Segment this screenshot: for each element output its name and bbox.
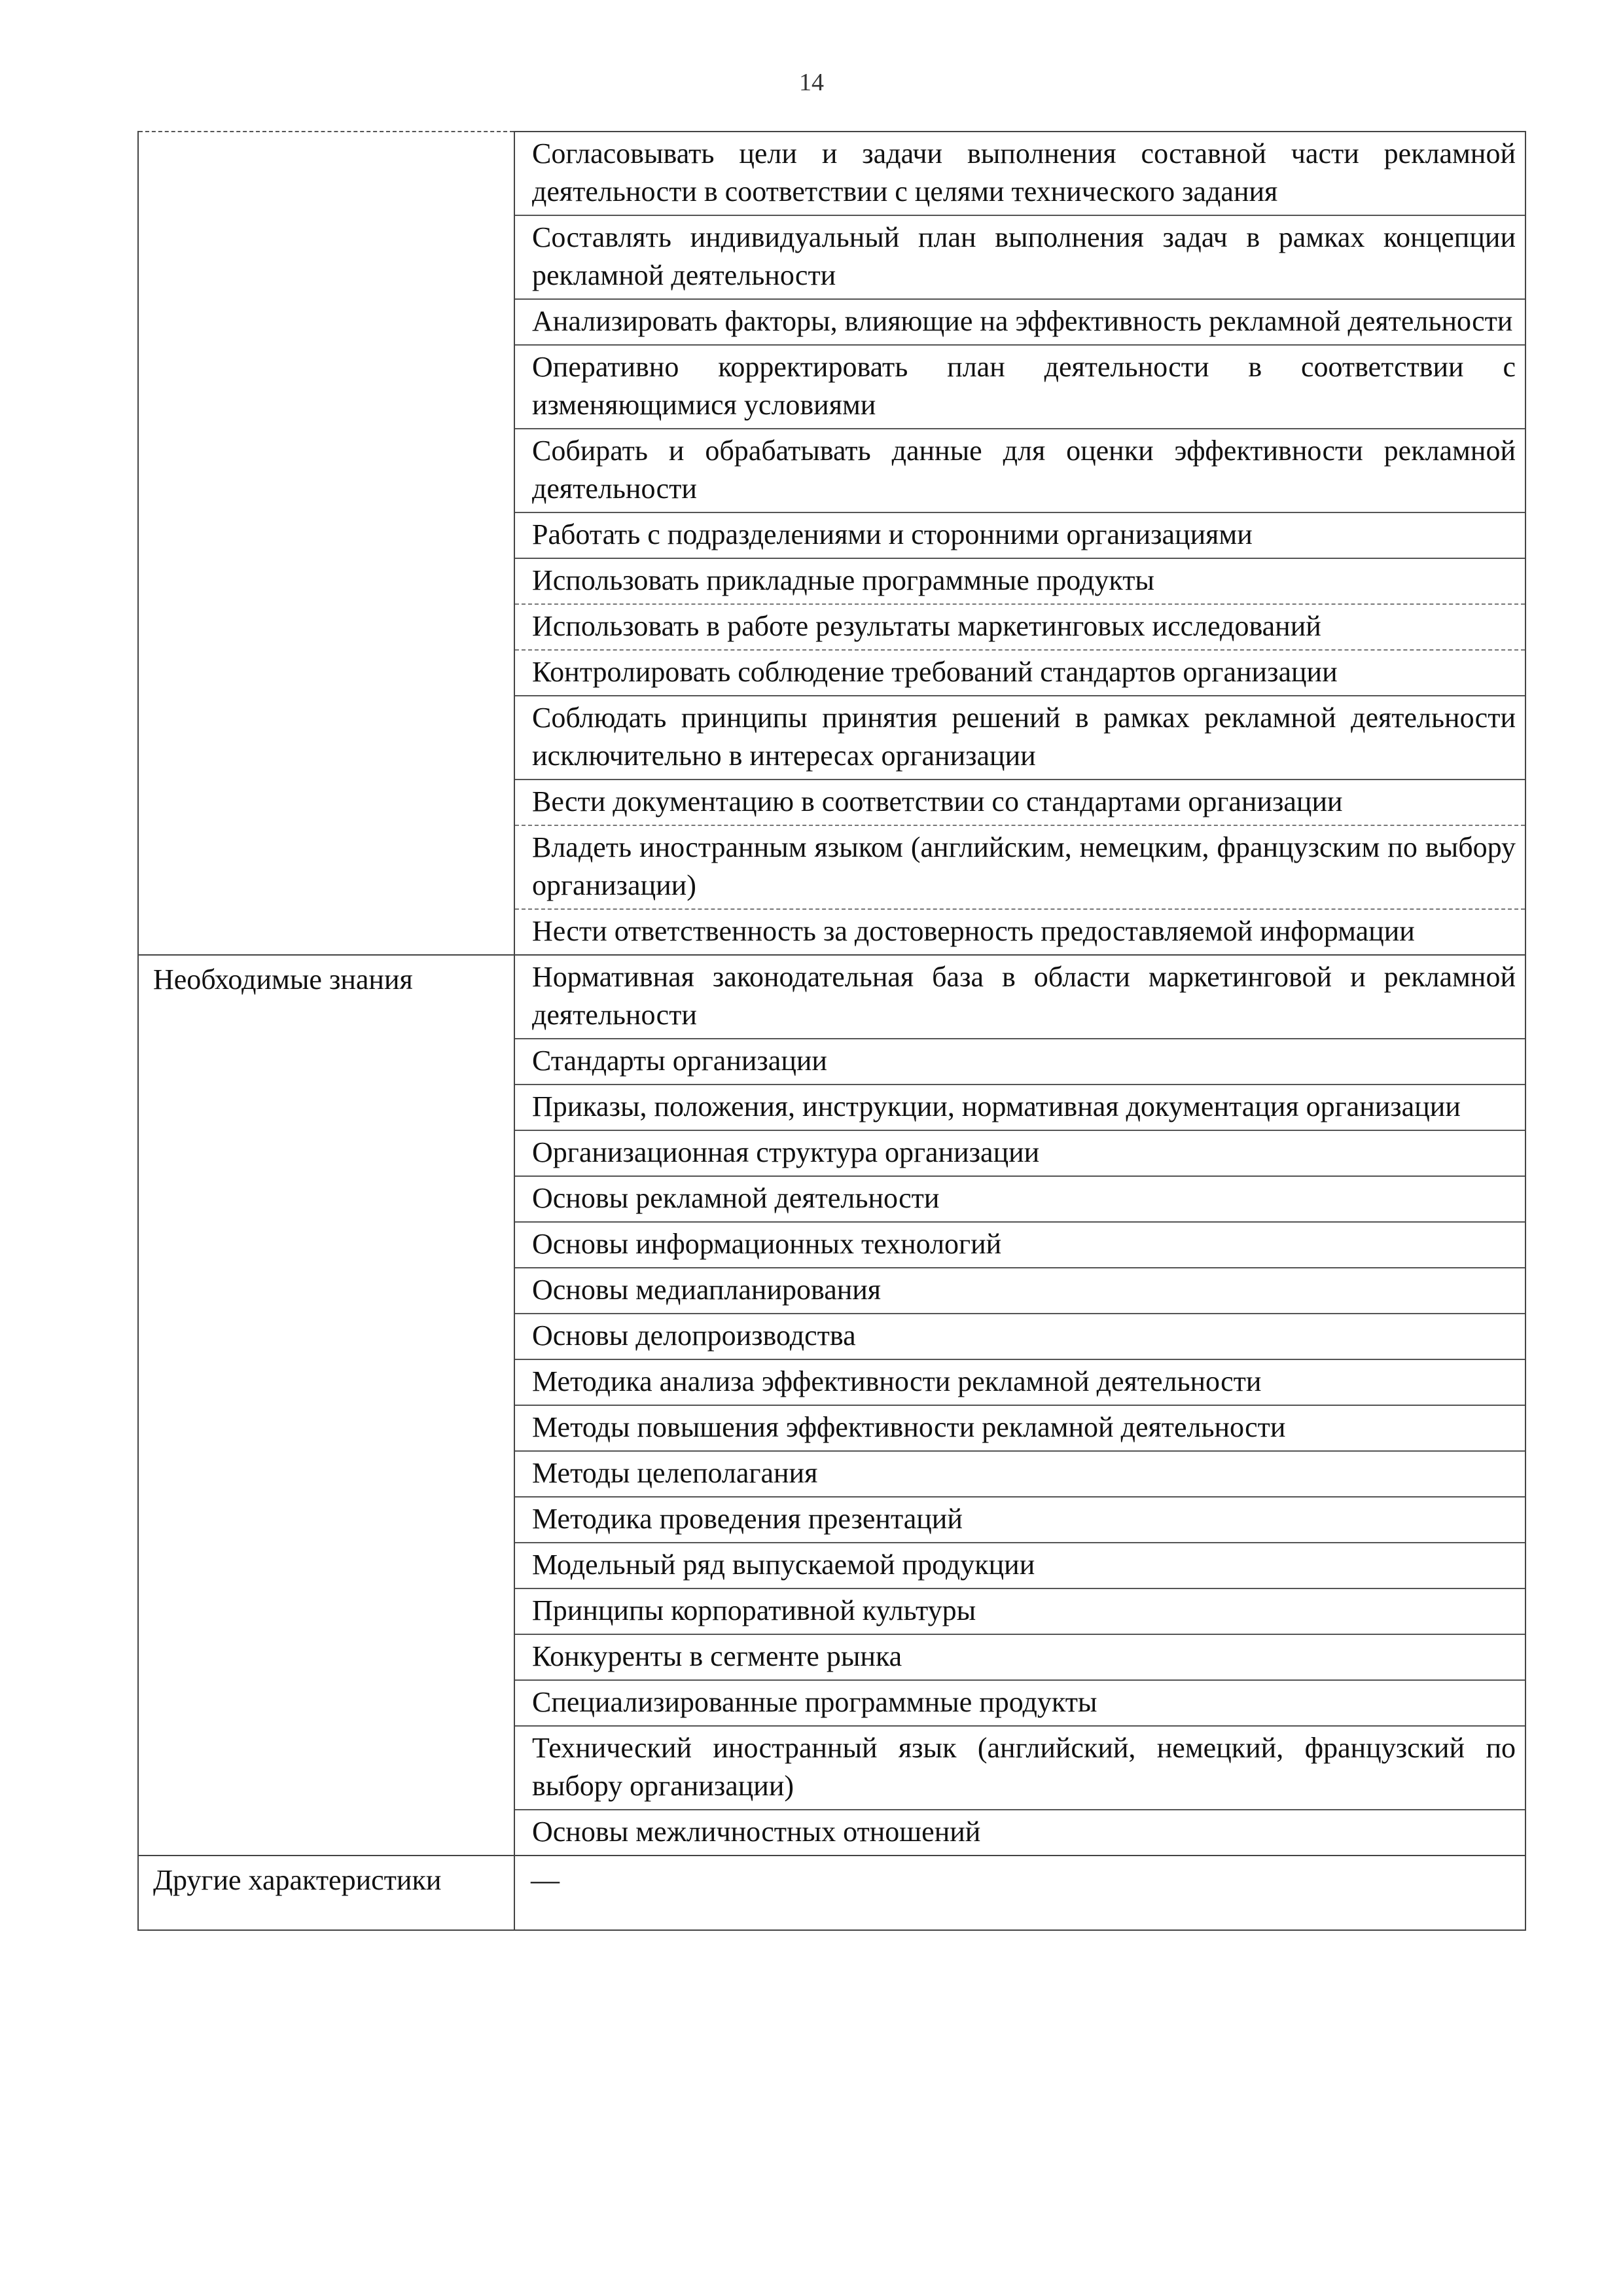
skill-item: Собирать и обрабатывать данные для оценки эффективности рекламной деятельности: [515, 429, 1525, 513]
skills-label-cell: [138, 132, 514, 955]
knowledge-item: Специализированные программные продукты: [515, 1681, 1525, 1727]
knowledge-item: Конкуренты в сегменте рынка: [515, 1635, 1525, 1681]
knowledge-item: Методы целеполагания: [515, 1452, 1525, 1498]
knowledge-item: Основы медиапланирования: [515, 1268, 1525, 1314]
knowledge-item: Модельный ряд выпускаемой продукции: [515, 1543, 1525, 1589]
qualification-table: [137, 131, 1526, 1931]
knowledge-item: Приказы, положения, инструкции, нормативная документация организации: [515, 1085, 1525, 1131]
skill-item: Оперативно корректировать план деятельности в соответствии с изменяющимися условиями: [515, 346, 1525, 429]
other-row: [138, 1856, 1525, 1930]
knowledge-row: [138, 955, 1525, 1856]
skill-item: Использовать прикладные программные продукты: [515, 559, 1525, 605]
other-cell: [514, 1856, 1525, 1930]
other-label: Другие характеристики: [138, 1856, 514, 1930]
skills-list: [514, 132, 1525, 955]
knowledge-item: Технический иностранный язык (английский, немецкий, французский по выбору организации): [515, 1727, 1525, 1810]
knowledge-item: Принципы корпоративной культуры: [515, 1589, 1525, 1635]
knowledge-item: Методика проведения презентаций: [515, 1498, 1525, 1543]
skill-item: Анализировать факторы, влияющие на эффективность рекламной деятельности: [515, 300, 1525, 346]
knowledge-item: Методика анализа эффективности рекламной деятельности: [515, 1360, 1525, 1406]
skills-row: [138, 132, 1525, 955]
knowledge-item: Методы повышения эффективности рекламной деятельности: [515, 1406, 1525, 1452]
knowledge-item: Основы делопроизводства: [515, 1314, 1525, 1360]
knowledge-item: Нормативная законодательная база в области маркетинговой и рекламной деятельности: [515, 956, 1525, 1039]
skill-item: Владеть иностранным языком (английским, немецким, французским по выбору организации): [515, 826, 1525, 910]
skill-item: Контролировать соблюдение требований стандартов организации: [515, 651, 1525, 696]
skill-item: Составлять индивидуальный план выполнения задач в рамках концепции рекламной деятельности: [515, 216, 1525, 300]
skill-item: Соблюдать принципы принятия решений в рамках рекламной деятельности исключительно в интересах организации: [515, 696, 1525, 780]
other-value: —: [531, 1864, 560, 1896]
skill-item: Работать с подразделениями и сторонними организациями: [515, 513, 1525, 559]
knowledge-item: Основы межличностных отношений: [532, 1816, 981, 1848]
knowledge-item: Организационная структура организации: [515, 1131, 1525, 1177]
skill-item: Вести документацию в соответствии со стандартами организации: [515, 780, 1525, 826]
skill-item: Согласовывать цели и задачи выполнения составной части рекламной деятельности в соответствии с целями технического задания: [515, 132, 1525, 216]
knowledge-item: Основы рекламной деятельности: [515, 1177, 1525, 1223]
skill-item: Нести ответственность за достоверность предоставляемой информации: [532, 915, 1415, 947]
knowledge-item: Стандарты организации: [515, 1039, 1525, 1085]
skill-item: Использовать в работе результаты маркетинговых исследований: [515, 605, 1525, 651]
knowledge-item: Основы информационных технологий: [515, 1223, 1525, 1268]
page-number: 14: [799, 69, 824, 96]
knowledge-label: Необходимые знания: [138, 955, 514, 1856]
knowledge-list: [514, 955, 1525, 1856]
